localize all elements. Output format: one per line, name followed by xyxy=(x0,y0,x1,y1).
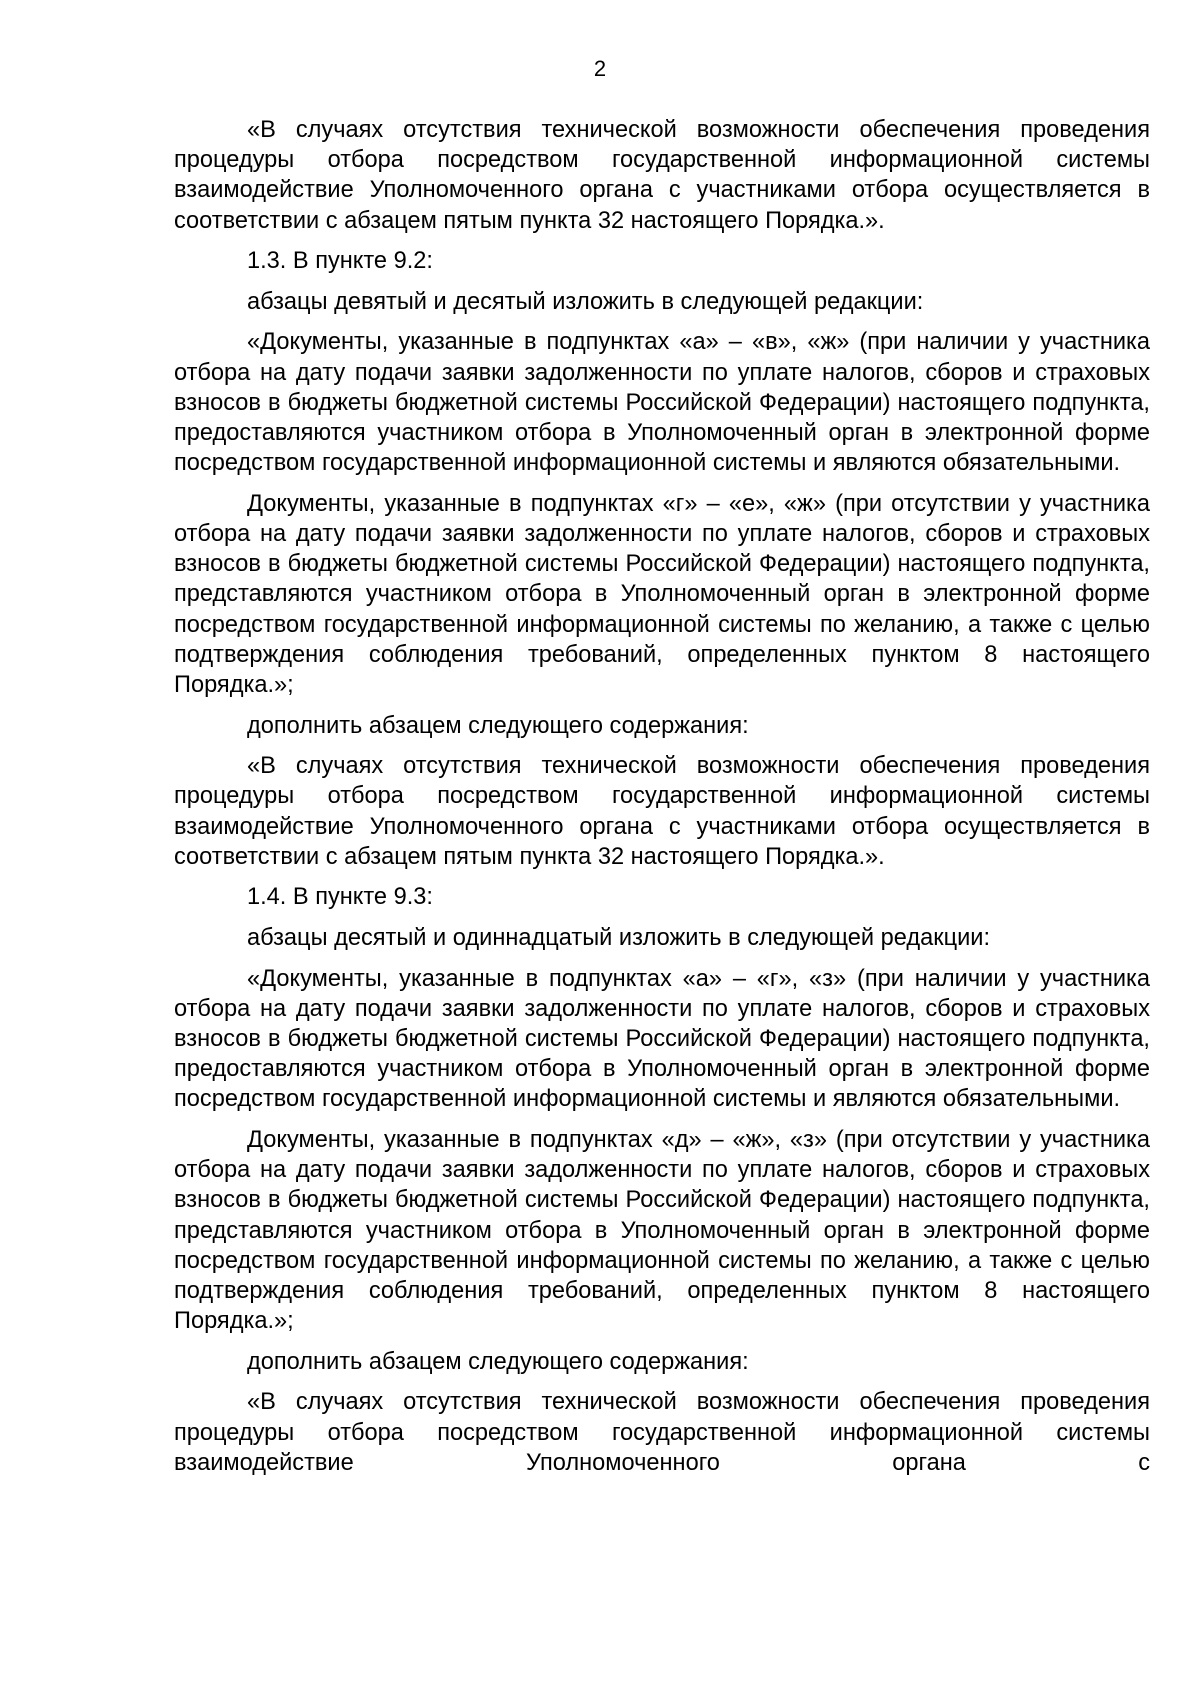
paragraph-quoted-optional-documents-2: Документы, указанные в подпунктах «д» – «ж», «з» (при отсутствии у участника отбора на дату подачи заявки задолженности по уплате налогов, сборов и страховых взносов в бюджеты бюджетной системы Российской Федерации) настоящего подпункта, представляются участником отбора в Уполномоченный орган в электронной форме посредством государственной информационной системы по желанию, а также с целью подтверждения соблюдения требований, определенных пунктом 8 настоящего Порядка.»; xyxy=(174,1127,1150,1335)
paragraph-item-1-4-heading: 1.4. В пункте 9.3: xyxy=(247,884,433,911)
paragraph-instruction-add-2: дополнить абзацем следующего содержания: xyxy=(247,1348,749,1375)
paragraph-instruction-replace-10-11: абзацы десятый и одиннадцатый изложить в следующей редакции: xyxy=(247,925,991,951)
paragraph-quoted-technical-impossibility-2: «В случаях отсутствия технической возможности обеспечения проведения процедуры отбора посредством государственной информационной системы взаимодействие Уполномоченного органа с участниками отбора осуществляется в соответствии с абзацем пятым пункта 32 настоящего Порядка.». xyxy=(174,753,1150,870)
paragraph-quoted-optional-documents-1: Документы, указанные в подпунктах «г» – «е», «ж» (при отсутствии у участника отбора на дату подачи заявки задолженности по уплате налогов, сборов и страховых взносов в бюджеты бюджетной системы Российской Федерации) настоящего подпункта, представляются участником отбора в Уполномоченный орган в электронной форме посредством государственной информационной системы по желанию, а также с целью подтверждения соблюдения требований, определенных пунктом 8 настоящего Порядка.»; xyxy=(174,490,1150,699)
paragraph-item-1-3-heading: 1.3. В пункте 9.2: xyxy=(247,248,433,275)
paragraph-instruction-replace-9-10: абзацы девятый и десятый изложить в следующей редакции: xyxy=(247,288,924,315)
paragraph-instruction-add-1: дополнить абзацем следующего содержания: xyxy=(247,712,749,739)
paragraph-quoted-mandatory-documents-1: «Документы, указанные в подпунктах «а» – «в», «ж» (при наличии у участника отбора на дату подачи заявки задолженности по уплате налогов, сборов и страховых взносов в бюджеты бюджетной системы Российской Федерации) настоящего подпункта, предоставляются участником отбора в Уполномоченный орган в электронной форме посредством государственной информационной системы и являются обязательными. xyxy=(174,329,1150,477)
paragraph-quoted-mandatory-documents-2: «Документы, указанные в подпунктах «а» – «г», «з» (при наличии у участника отбора на дату подачи заявки задолженности по уплате налогов, сборов и страховых взносов в бюджеты бюджетной системы Российской Федерации) настоящего подпункта, предоставляются участником отбора в Уполномоченный орган в электронной форме посредством государственной информационной системы и являются обязательными. xyxy=(174,965,1150,1113)
paragraph-quoted-technical-impossibility-1: «В случаях отсутствия технической возможности обеспечения проведения процедуры отбора посредством государственной информационной системы взаимодействие Уполномоченного органа с участниками отбора осуществляется в соответствии с абзацем пятым пункта 32 настоящего Порядка.». xyxy=(174,117,1150,234)
document-body xyxy=(174,115,1150,1488)
paragraph-quoted-technical-impossibility-3: «В случаях отсутствия технической возможности обеспечения проведения процедуры отбора посредством государственной информационной системы взаимодействие Уполномоченного органа с xyxy=(174,1389,1150,1476)
page-number: 2 xyxy=(593,56,607,81)
